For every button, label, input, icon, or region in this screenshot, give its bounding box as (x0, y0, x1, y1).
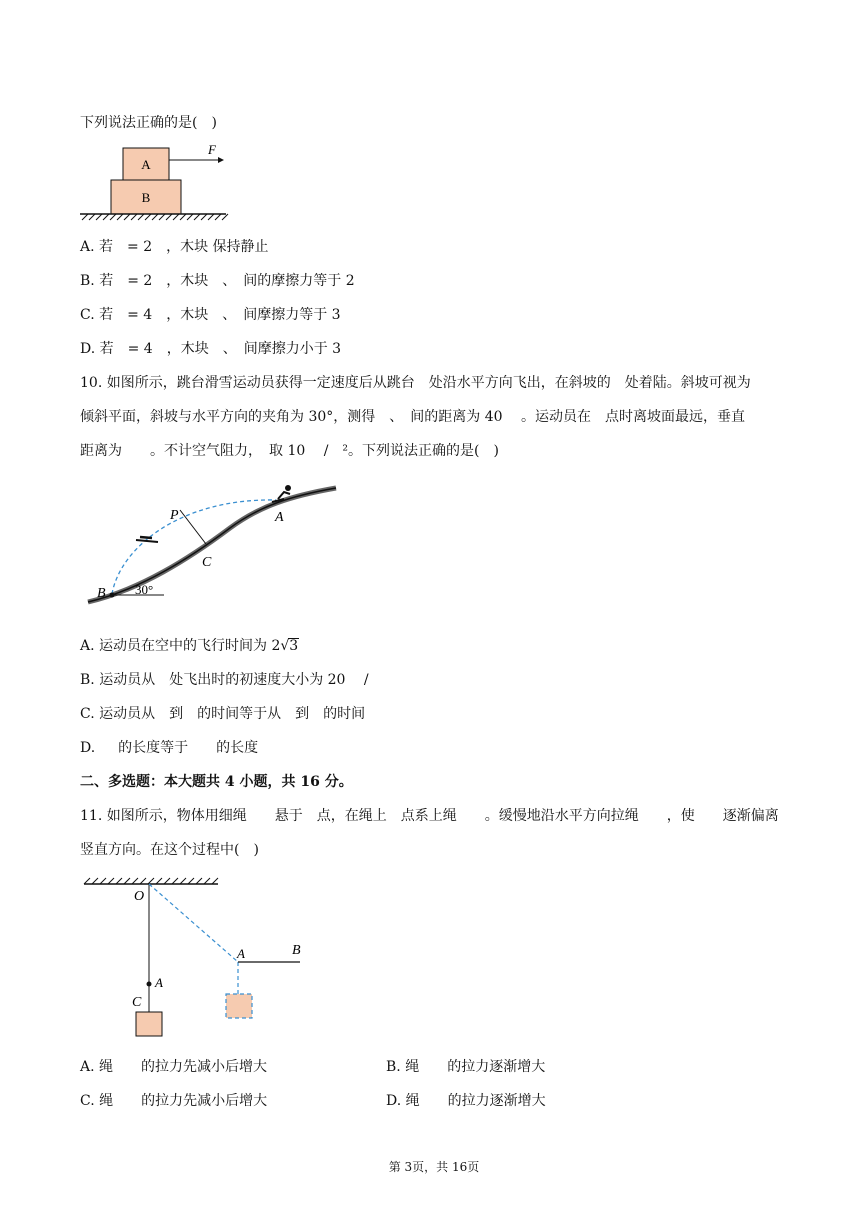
slope-surface (88, 488, 336, 602)
q9-option-b: B. 若 = 2 ，木块 、 间的摩擦力等于 2 (80, 273, 355, 289)
q9-option-a: A. 若 = 2 ，木块 保持静止 (80, 239, 269, 255)
q10-option-a (80, 636, 299, 656)
label-a: A (141, 157, 151, 172)
rope-oa-dashed (149, 884, 238, 962)
label-a1: A (155, 975, 163, 990)
label-b: B (97, 586, 106, 601)
label-o: O (134, 889, 145, 904)
hanging-block (136, 1012, 162, 1036)
q9-figure (78, 140, 238, 224)
q9-option-d: D. 若 = 4 ，木块 、 间摩擦力小于 3 (80, 341, 342, 357)
q10-figure (80, 478, 350, 618)
sqrt-symbol: √ (280, 638, 290, 654)
section-heading: 二、多选题：本大题共 4 小题，共 16 分。 (80, 774, 353, 790)
slope-line (88, 488, 336, 602)
label-a: A (275, 510, 284, 525)
label-b: B (141, 190, 151, 205)
q10-stem-line-2: 倾斜平面，斜坡与水平方向的夹角为 30°，测得 、 间的距离为 40 。运动员在 点时离坡面最远，垂直 (80, 409, 745, 425)
label-c: C (132, 995, 142, 1010)
sqrt-radicand: 3 (289, 638, 299, 654)
q9-option-c: C. 若 = 4 ，木块 、 间摩擦力等于 3 (80, 307, 341, 323)
q10-stem-line-3: 距离为 。不计空气阻力， 取 10 / ²。下列说法正确的是( ) (80, 443, 499, 459)
label-a2: A (237, 946, 245, 961)
q10-stem-line-1: 10. 如图所示，跳台滑雪运动员获得一定速度后从跳台 处沿水平方向飞出，在斜坡的 处着陆。斜坡可视为 (80, 375, 751, 391)
perpendicular (180, 510, 206, 544)
q11-stem-line-1: 11. 如图所示，物体用细绳 悬于 点，在绳上 点系上绳 。缓慢地沿水平方向拉绳 ，使 逐渐偏离 (80, 808, 779, 824)
q10-option-b: B. 运动员从 处飞出时的初速度大小为 20 / (80, 672, 369, 688)
q10-option-c: C. 运动员从 到 的时间等于从 到 的时间 (80, 706, 366, 722)
point-b (110, 593, 115, 598)
q11-option-b: B. 绳 的拉力逐渐增大 (386, 1059, 546, 1075)
point-a (147, 982, 152, 987)
q11-stem-line-2: 竖直方向。在这个过程中( ) (80, 842, 259, 858)
ground-hatch (82, 214, 228, 220)
label-c: C (202, 555, 212, 570)
q9-stem: 下列说法正确的是( ) (80, 115, 217, 131)
label-angle: 30° (135, 582, 154, 597)
label-f: F (208, 142, 216, 157)
label-p: P (170, 508, 179, 523)
q11-option-c: C. 绳 的拉力先减小后增大 (80, 1093, 268, 1109)
label-b: B (292, 943, 301, 958)
block-new-position (226, 994, 252, 1018)
q11-option-d: D. 绳 的拉力逐渐增大 (386, 1093, 546, 1109)
ceiling-hatch (84, 878, 218, 884)
force-arrowhead (218, 157, 224, 163)
q10-option-d: D. 的长度等于 的长度 (80, 740, 259, 756)
q11-option-a: A. 绳 的拉力先减小后增大 (80, 1059, 268, 1075)
q11-figure (80, 874, 310, 1044)
q10-option-a-text: A. 运动员在空中的飞行时间为 2 (80, 638, 281, 654)
page-footer: 第 3页，共 16页 (388, 1160, 480, 1174)
